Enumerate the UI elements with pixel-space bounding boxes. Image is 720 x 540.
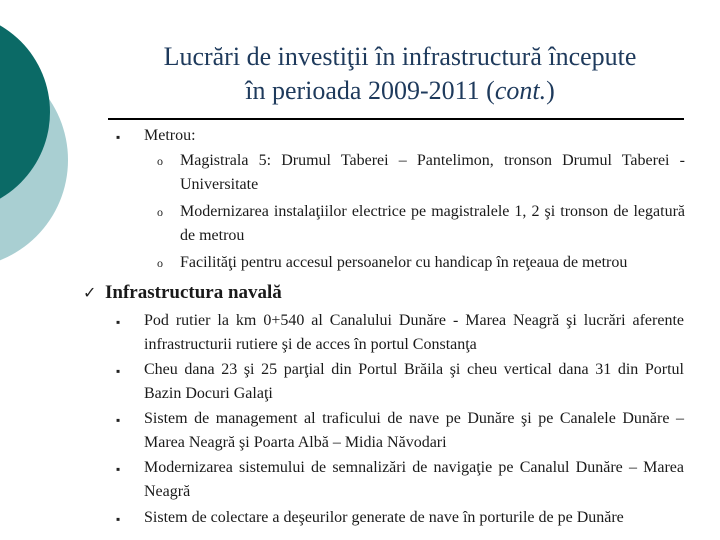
square-bullet-icon: ▪ xyxy=(116,130,121,144)
naval-item: Modernizarea sistemului de semnalizări de navigaţie pe Canalul Dunăre – Marea Neagră xyxy=(144,459,684,500)
square-bullet-icon: ▪ xyxy=(116,462,121,476)
naval-item: Cheu dana 23 şi 25 parţial din Portul Brăila şi cheu vertical dana 31 din Portul Bazin Docuri Galaţi xyxy=(144,361,684,402)
metrou-item: Magistrala 5: Drumul Taberei – Pantelimon, tronson Drumul Taberei - Universitate xyxy=(180,152,685,193)
circle-bullet-icon: o xyxy=(157,205,163,219)
title-line-2: în perioada 2009-2011 (cont.) xyxy=(245,76,555,105)
metrou-item: Facilităţi pentru accesul persoanelor cu handicap în reţeaua de metrou xyxy=(180,254,628,271)
naval-item: Sistem de management al traficului de nave pe Dunăre şi pe Canalele Dunăre – Marea Neagră şi Poarta Albă – Midia Năvodari xyxy=(144,410,684,451)
circle-bullet-icon: o xyxy=(157,154,163,168)
square-bullet-icon: ▪ xyxy=(116,413,121,427)
square-bullet-icon: ▪ xyxy=(116,315,121,329)
metrou-label: Metrou: xyxy=(144,127,196,144)
square-bullet-icon: ▪ xyxy=(116,512,121,526)
naval-heading: Infrastructura navală xyxy=(105,282,282,303)
checkmark-bullet-icon: ✓ xyxy=(83,285,97,302)
naval-item: Pod rutier la km 0+540 al Canalului Dunăre - Marea Neagră şi lucrări aferente infrastructurii rutiere şi de acces în portul Constanţa xyxy=(144,312,684,353)
circle-bullet-icon: o xyxy=(157,256,163,270)
naval-item: Sistem de colectare a deşeurilor generate de nave în porturile de pe Dunăre xyxy=(144,509,624,526)
title-line-1: Lucrări de investiţii în infrastructură începute xyxy=(163,42,637,71)
square-bullet-icon: ▪ xyxy=(116,364,121,378)
metrou-item: Modernizarea instalaţiilor electrice pe magistralele 1, 2 şi tronson de legatură de metrou xyxy=(180,203,685,244)
